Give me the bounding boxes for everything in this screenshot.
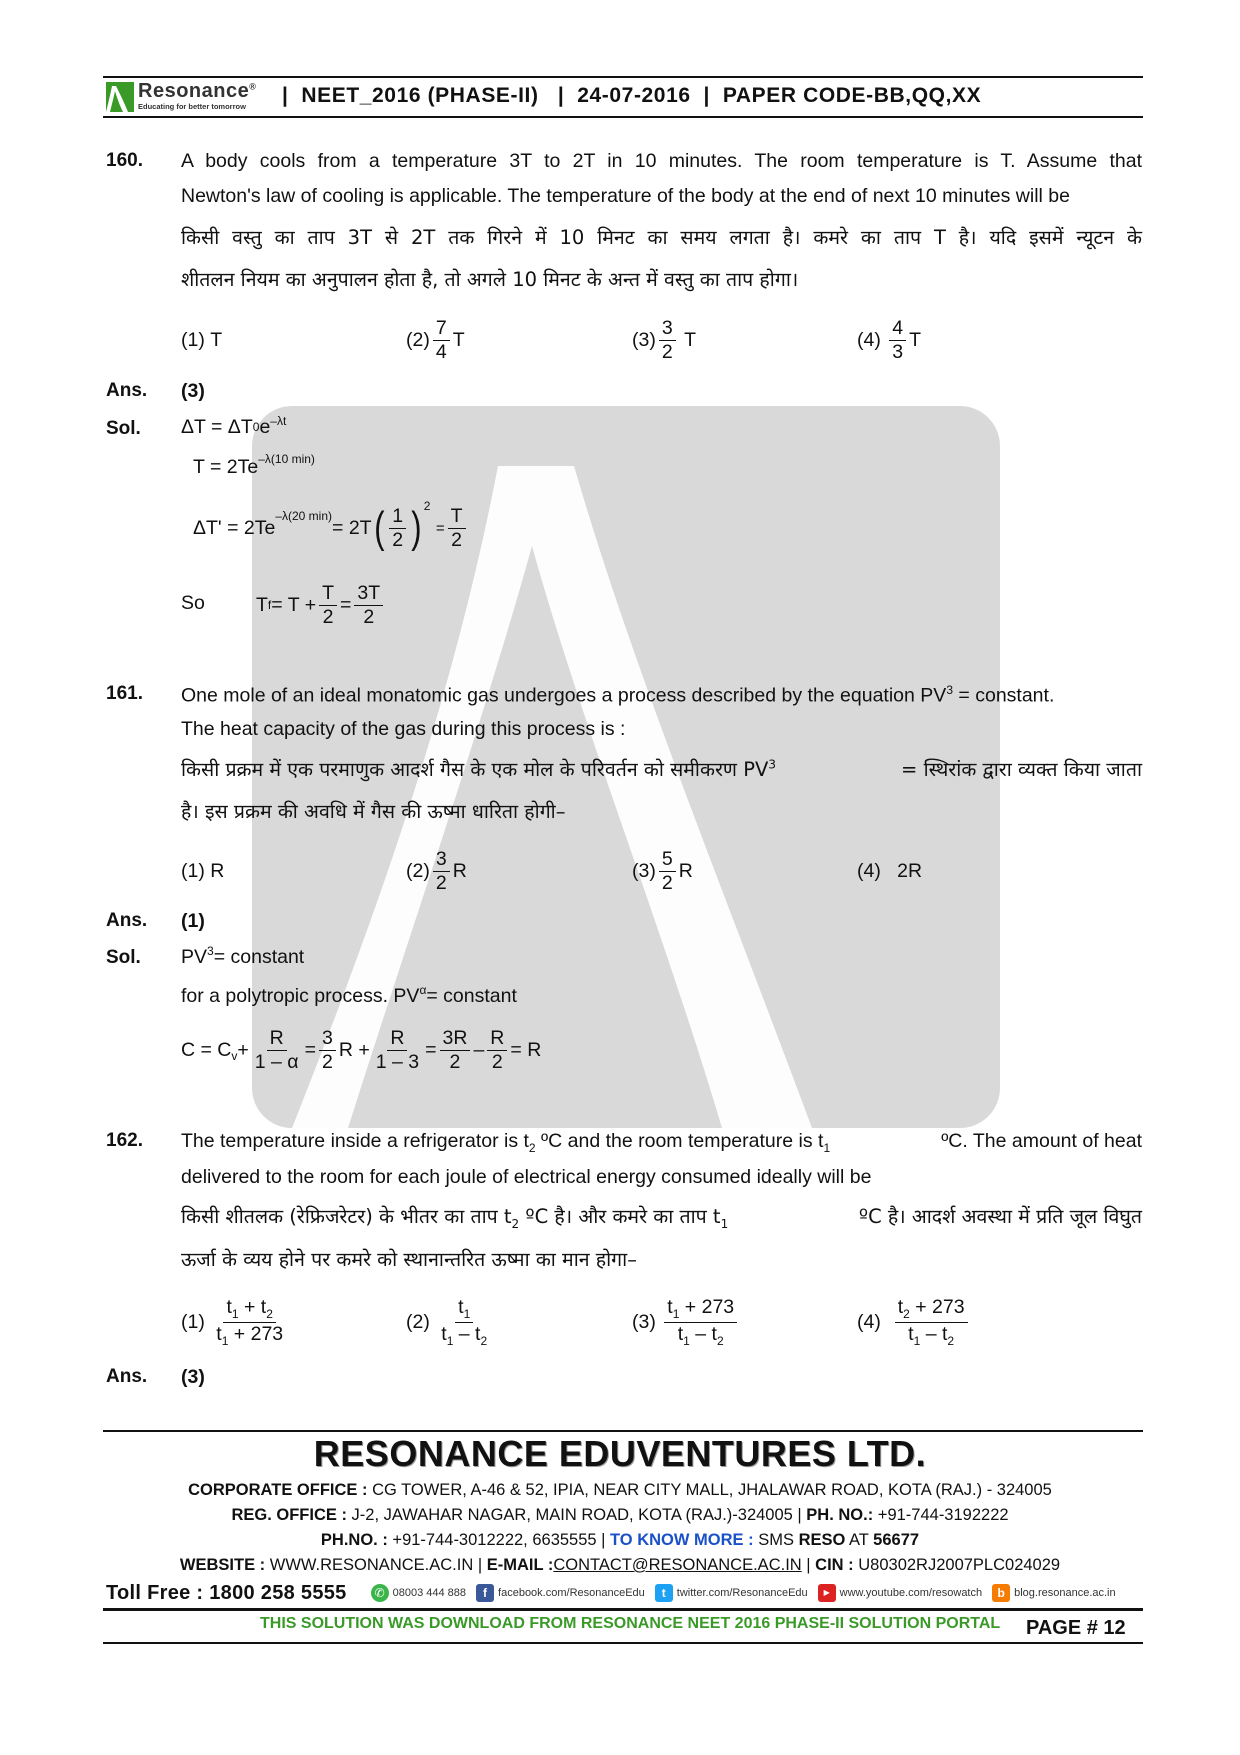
q161-solution-step-1: PV $^3$ = constant — [181, 944, 305, 968]
header-top-rule — [103, 76, 1143, 78]
q160-english-line-1: A body cools from a temperature 3T to 2T in 10 minutes. The room temperature is T. Assume that — [181, 150, 1142, 172]
whatsapp-number: 08003 444 888 — [392, 1587, 467, 1599]
q161-answer: (1) — [181, 910, 205, 932]
q160-solution-step-4: T f = T + $\frac{T}{2}$ = $\frac{3T}{2}$ — [256, 575, 386, 635]
q162-option-4: (4) $\frac{t_2 + 273}{t_1 - t_2}$ — [857, 1290, 971, 1354]
footer-mid-rule — [103, 1608, 1143, 1611]
q162-option-2: (2) $\frac{t_1}{t_1 - t_2}$ — [406, 1295, 488, 1348]
q160-option-3: (3) $\frac{3}{2}$ T — [632, 317, 697, 363]
q160-answer-label: Ans. — [106, 380, 148, 401]
q160-answer: (3) — [181, 380, 205, 402]
q162-answer-label: Ans. — [106, 1366, 148, 1387]
twitter-link[interactable]: twitter.com/ResonanceEdu — [676, 1587, 808, 1599]
q160-english-line-2: Newton's law of cooling is applicable. The temperature of the body at the end of next 10 minutes will be — [181, 185, 1070, 207]
q161-solution-step-3: C = C $_v$ + $\frac{R}{1 - \alpha}$ = $\frac{3}{2}$ R + $\frac{R}{1 - 3}$ = $\frac{3R}{2}$ – $\frac{R}{2}$ = R — [181, 1027, 542, 1073]
toll-free-number: Toll Free : 1800 258 5555 — [106, 1581, 347, 1604]
q161-hindi-line-2: है। इस प्रक्रम की अवधि में गैस की ऊष्मा धारिता होगी– — [181, 800, 566, 823]
registered-office: REG. OFFICE : J-2, JAWAHAR NAGAR, MAIN ROAD, KOTA (RAJ.)-324005 | PH. NO.: +91-744-3192222 — [231, 1506, 1009, 1524]
q160-hindi-line-2: शीतलन नियम का अनुपालन होता है, तो अगले 10 मिनट के अन्त में वस्तु का ताप होगा। — [181, 268, 799, 291]
q161-english-line-1: One mole of an ideal monatomic gas undergoes a process described by the equation $PV^3$ = constant. — [181, 683, 1055, 707]
q160-option-1: (1) T — [181, 328, 223, 351]
company-name: RESONANCE EDUVENTURES LTD. — [313, 1433, 927, 1474]
q161-option-2: (2) $\frac{3}{2}$ R — [406, 848, 467, 894]
header-title: | NEET_2016 (PHASE-II) | 24-07-2016 | PAPER CODE-BB,QQ,XX — [282, 84, 982, 107]
q162-english-line-1: The temperature inside a refrigerator is $t_2$ ºC and the room temperature is $t_1$ ºC. The amount of heat — [181, 1130, 1142, 1155]
q162-option-1: (1) $\frac{t_1 + t_2}{t_1 + 273}$ — [181, 1295, 284, 1348]
q160-solution-step-1: ΔT = ΔT 0 e $^{-\lambda t}$ — [181, 414, 287, 438]
question-number-161: 161. — [106, 683, 143, 704]
corporate-office: CORPORATE OFFICE : CG TOWER, A-46 & 52, IPIA, NEAR CITY MALL, JHALAWAR ROAD, KOTA (RAJ.) - 324005 — [188, 1481, 1052, 1499]
q160-solution-step-3: ΔT' = 2Te $^{-\lambda(20 min)}$ = 2T ( $\frac{1}{2}$ ) $^2$ = $\frac{T}{2}$ — [193, 495, 469, 561]
question-number-160: 160. — [106, 150, 143, 171]
q161-option-4: (4) 2R — [857, 859, 923, 882]
page-number: PAGE # 12 — [1026, 1617, 1126, 1639]
q162-hindi-line-2: ऊर्जा के व्यय होने पर कमरे को स्थानान्तरित ऊष्मा का मान होगा– — [181, 1248, 637, 1271]
blog-link[interactable]: blog.resonance.ac.in — [1014, 1587, 1116, 1599]
q160-solution-step-2: T = 2Te $^{-\lambda(10 min)}$ — [193, 452, 315, 478]
q160-hindi-line-1: किसी वस्तु का ताप 3T से 2T तक गिरने में 10 मिनट का समय लगता है। कमरे का ताप T है। यदि इसमें न्यूटन के — [181, 226, 1142, 249]
blog-icon: b — [992, 1584, 1010, 1602]
logo-tagline: Educating for better tomorrow — [138, 102, 246, 111]
q162-option-3: (3) $\frac{t_1 + 273}{t_1 - t_2}$ — [632, 1290, 740, 1354]
twitter-icon: t — [655, 1584, 673, 1602]
phone-and-sms: PH.NO. : +91-744-3012222, 6635555 | TO KNOW MORE : SMS RESO AT 56677 — [320, 1531, 920, 1549]
q162-english-line-2: delivered to the room for each joule of electrical energy consumed ideally will be — [181, 1166, 872, 1188]
header-bottom-rule — [103, 116, 1143, 118]
q162-hindi-line-1: किसी शीतलक (रेफ्रिजरेटर) के भीतर का ताप $t_2$ ºC है। और कमरे का ताप $t_1$ ºC है। आदर्श अवस्था में प्रति जूल विघुत — [181, 1205, 1142, 1231]
email-link[interactable]: CONTACT@RESONANCE.AC.IN — [553, 1556, 802, 1574]
whatsapp-icon: ✆ — [371, 1584, 389, 1602]
q161-option-3: (3) $\frac{5}{2}$ R — [632, 848, 693, 894]
footer-bottom-rule — [103, 1642, 1143, 1644]
question-number-162: 162. — [106, 1130, 143, 1151]
q161-english-line-2: The heat capacity of the gas during this process is : — [181, 718, 626, 740]
q162-answer: (3) — [181, 1366, 205, 1388]
q161-option-1: (1) R — [181, 859, 225, 882]
website-email-cin: WEBSITE : WWW.RESONANCE.AC.IN | E-MAIL :CONTACT@RESONANCE.AC.IN | CIN : U80302RJ2007PLC024029 — [179, 1556, 1061, 1574]
q160-solution-label: Sol. — [106, 418, 141, 439]
resonance-logo — [106, 82, 272, 114]
download-notice: THIS SOLUTION WAS DOWNLOAD FROM RESONANCE NEET 2016 PHASE-II SOLUTION PORTAL — [260, 1615, 1001, 1632]
contact-strip — [106, 1580, 1146, 1606]
q160-so-label: So — [181, 592, 205, 614]
youtube-link[interactable]: www.youtube.com/resowatch — [839, 1587, 983, 1599]
facebook-link[interactable]: facebook.com/ResonanceEdu — [498, 1587, 645, 1599]
q161-solution-step-2: for a polytropic process. PV $^\alpha$ = constant — [181, 983, 517, 1007]
q160-option-4: (4) $\frac{4}{3}$ T — [857, 317, 922, 363]
youtube-icon: ▶ — [818, 1584, 836, 1602]
q161-solution-label: Sol. — [106, 947, 141, 968]
logo-mark-icon — [106, 82, 134, 112]
footer-top-rule — [103, 1430, 1143, 1432]
q161-answer-label: Ans. — [106, 910, 148, 931]
q160-option-2: (2) $\frac{7}{4}$ T — [406, 317, 465, 363]
logo-name: Resonance® — [138, 80, 257, 102]
q161-hindi-line-1: किसी प्रक्रम में एक परमाणुक आदर्श गैस के एक मोल के परिवर्तन को समीकरण $PV^3$ = स्थिरांक द्वारा व्यक्त किया जाता — [181, 757, 1142, 781]
facebook-icon: f — [476, 1584, 494, 1602]
